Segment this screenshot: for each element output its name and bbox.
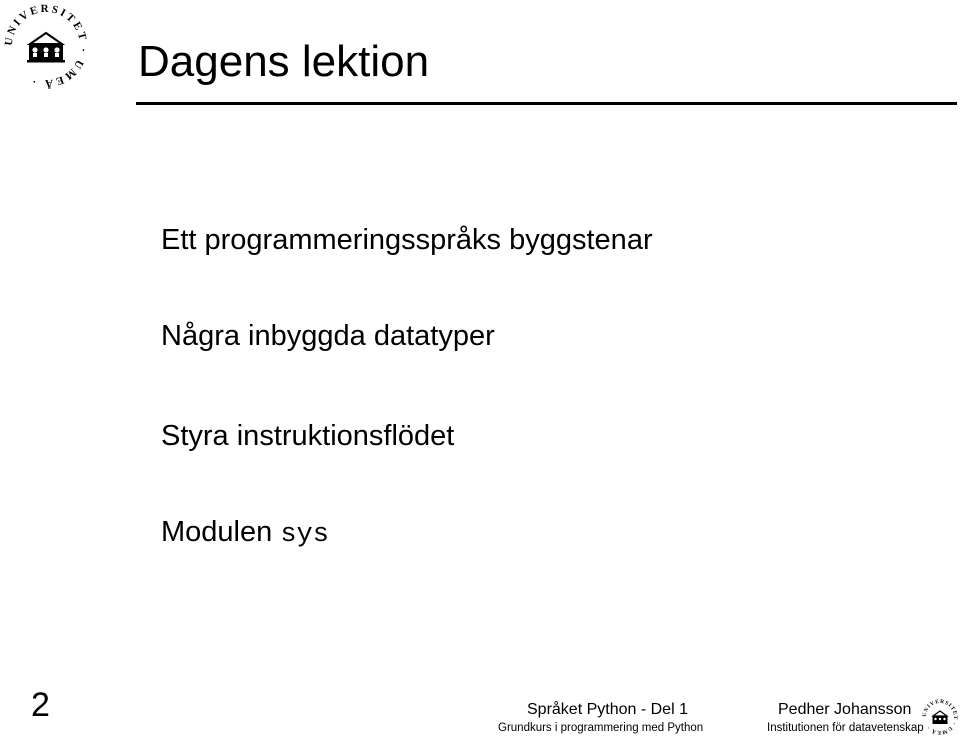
list-item: Ett programmeringsspråks byggstenar bbox=[161, 224, 653, 256]
footer-author: Pedher Johansson bbox=[778, 701, 912, 718]
umea-university-logo-icon bbox=[0, 0, 92, 92]
page-number: 2 bbox=[31, 686, 50, 724]
slide-title: Dagens lektion bbox=[138, 37, 430, 86]
footer-department: Institutionen för datavetenskap bbox=[767, 722, 924, 734]
code-module-name: sys bbox=[280, 520, 329, 550]
list-item-text: Modulen bbox=[161, 516, 281, 548]
list-item: Några inbyggda datatyper bbox=[161, 320, 495, 352]
list-item: Styra instruktionsflödet bbox=[161, 420, 455, 452]
list-item bbox=[161, 518, 329, 549]
umea-university-small-logo-icon bbox=[920, 697, 960, 737]
footer-course-title: Språket Python - Del 1 bbox=[527, 701, 688, 718]
svg-text:UNIVERSITET · UMEÅ ·: UNIVERSITET · UMEÅ · bbox=[2, 2, 90, 90]
footer-course-subtitle: Grundkurs i programmering med Python bbox=[498, 722, 704, 734]
title-rule-divider bbox=[136, 102, 957, 105]
svg-text:UNIVERSITET · UMEÅ ·: UNIVERSITET · UMEÅ · bbox=[921, 698, 959, 736]
